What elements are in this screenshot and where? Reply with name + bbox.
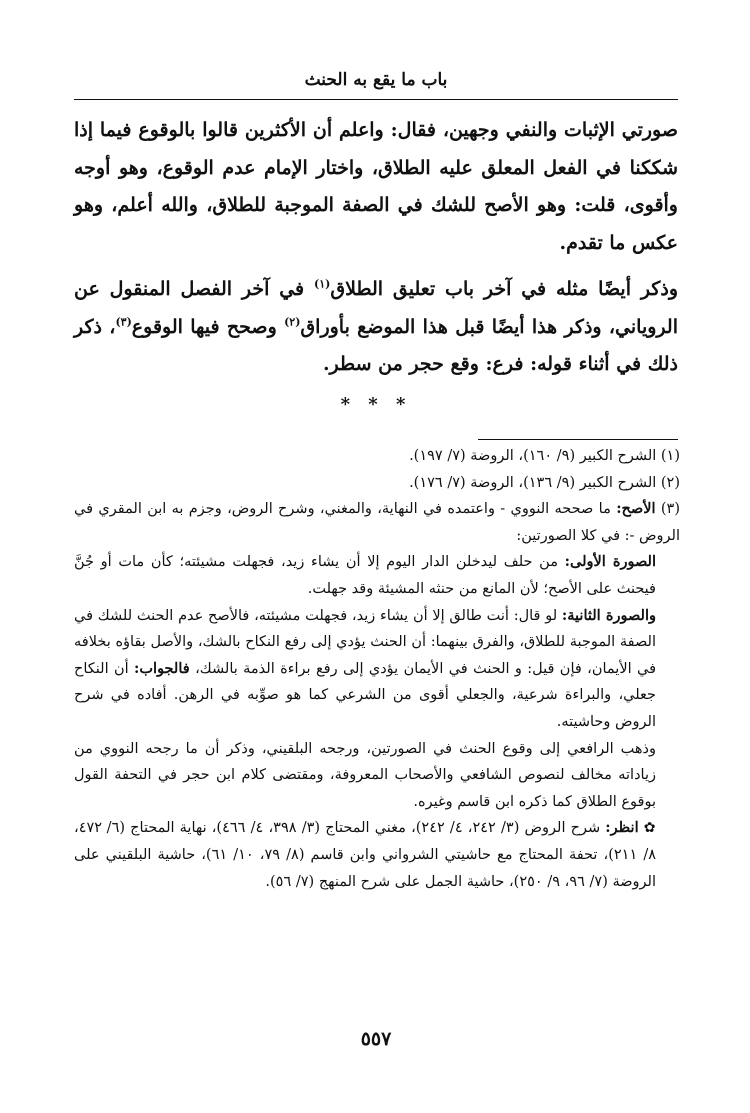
rafii-opinion: وذهب الرافعي إلى وقوع الحنث في الصورتين، ورجحه البلقيني، وذكر أن ما رجحه النووي من زياداته مخالف لنصوص الشافعي والأصحاب المعروفة، ومقتضى كلام ابن حجر في التحفة القول بوقوع الطلاق كما ذكره ابن قاسم وغيره. xyxy=(74,740,656,810)
references-text: شرح الروض (٣/ ٢٤٢، ٤/ ٢٤٢)، مغني المحتاج (٣/ ٣٩٨، ٤/ ٤٦٦)، نهاية المحتاج (٦/ ٤٧٢، ٨/ ٢١١)، تحفة المحتاج مع حاشيتي الشرواني وابن قاسم (٨/ ٧٩، ١٠/ ٦١)، حاشية البلقيني على الروضة (٧/ ٩٦، ٩/ ٢٥٠)، حاشية الجمل على شرح المنهج (٧/ ٥٦). xyxy=(74,820,657,890)
answer-text: أن النكاح جعلي، والبراءة شرعية، والجعلي أقوى من الشرعي كما هو صوِّبه في الرهن. أفاده في شرح الروض وحاشيته. xyxy=(74,660,656,730)
footnote-3-number: (٣) xyxy=(660,501,681,518)
running-header: باب ما يقع به الحنث xyxy=(304,70,448,90)
keyword-qultu: قلت: xyxy=(574,194,616,216)
footnote-ref-1: (١) xyxy=(313,277,331,291)
keyword-far: فرع: xyxy=(485,353,524,375)
paragraph-2-part-a: وذكر أيضًا مثله في آخر باب تعليق الطلاق xyxy=(330,278,678,300)
paragraph-2 xyxy=(74,271,678,384)
footnote-3-text: ما صححه النووي - واعتمده في النهاية، والمغني، وشرح الروض، وجزم به ابن المقري في الروض -: في كلا الصورتين: xyxy=(74,501,680,544)
footnote-2: (٢) الشرح الكبير (٩/ ١٣٦)، الروضة (٧/ ١٧٦). xyxy=(409,474,680,491)
main-text xyxy=(74,112,678,384)
first-case-label: الصورة الأولى: xyxy=(564,553,657,571)
paragraph-1-text: صورتي الإثبات والنفي وجهين، فقال: واعلم أن الأكثرين قالوا بالوقوع فيما إذا شككنا في الفعل المعلق عليه الطلاق، واختار الإمام عدم الوقوع، وهو أوجه وأقوى، xyxy=(74,119,678,216)
second-case-text: لو قال: أنت طالق إلا أن يشاء زيد، فجهلت مشيئته، فالأصح عدم الحنث للشك في الصفة الموجبة للطلاق، والفرق بينهما: أن الحنث يؤدي إلى رفع النكاح بالشك، والأصل بقاؤه بخلافه في الأيمان، فإن قيل: و الحنث في الأيمان يؤدي إلى رفع براءة الذمة بالشك، xyxy=(74,607,657,677)
first-case xyxy=(74,549,680,602)
footnote-ref-2: (٢) xyxy=(284,315,301,329)
paragraph-2-part-e: وقع حجر من سطر. xyxy=(322,353,479,375)
footnote-3 xyxy=(74,496,680,549)
page-number: ٥٥٧ xyxy=(360,1028,392,1050)
footnote-rule xyxy=(478,439,678,440)
references xyxy=(74,815,680,895)
footnote-3-keyword: الأصح: xyxy=(616,500,656,518)
footnote-1: (١) الشرح الكبير (٩/ ١٦٠)، الروضة (٧/ ١٩٧). xyxy=(409,448,680,464)
section-separator: * * * xyxy=(340,394,412,415)
header-rule xyxy=(74,99,678,100)
paragraph-2-part-b: في آخر الفصل المنقول عن الروياني، وذكر هذا أيضًا قبل هذا الموضع بأوراق xyxy=(74,278,678,338)
paragraph-1 xyxy=(74,112,678,262)
first-case-text: من حلف ليدخلن الدار اليوم إلا أن يشاء زيد، فجهلت مشيئته؛ كأن مات أو جُنَّ فيحنث على الأصح؛ لأن المانع من حنثه المشيئة وقد جهلت. xyxy=(74,554,656,597)
answer-label: فالجواب: xyxy=(134,659,190,677)
paragraph-2-part-c: وصحح فيها الوقوع xyxy=(131,315,277,338)
second-case xyxy=(74,603,680,736)
flower-icon: ✿ xyxy=(643,820,657,837)
second-case-label: والصورة الثانية: xyxy=(561,606,656,624)
footnotes xyxy=(74,443,680,895)
references-label: انظر: xyxy=(605,819,639,837)
footnote-ref-3: (٣) xyxy=(115,315,132,329)
paragraph-2-part-d: ، ذكر ذلك في أثناء قوله: xyxy=(74,315,678,375)
paragraph-1-end: وهو الأصح للشك في الصفة الموجبة للطلاق، والله أعلم، وهو عكس ما تقدم. xyxy=(74,194,678,254)
